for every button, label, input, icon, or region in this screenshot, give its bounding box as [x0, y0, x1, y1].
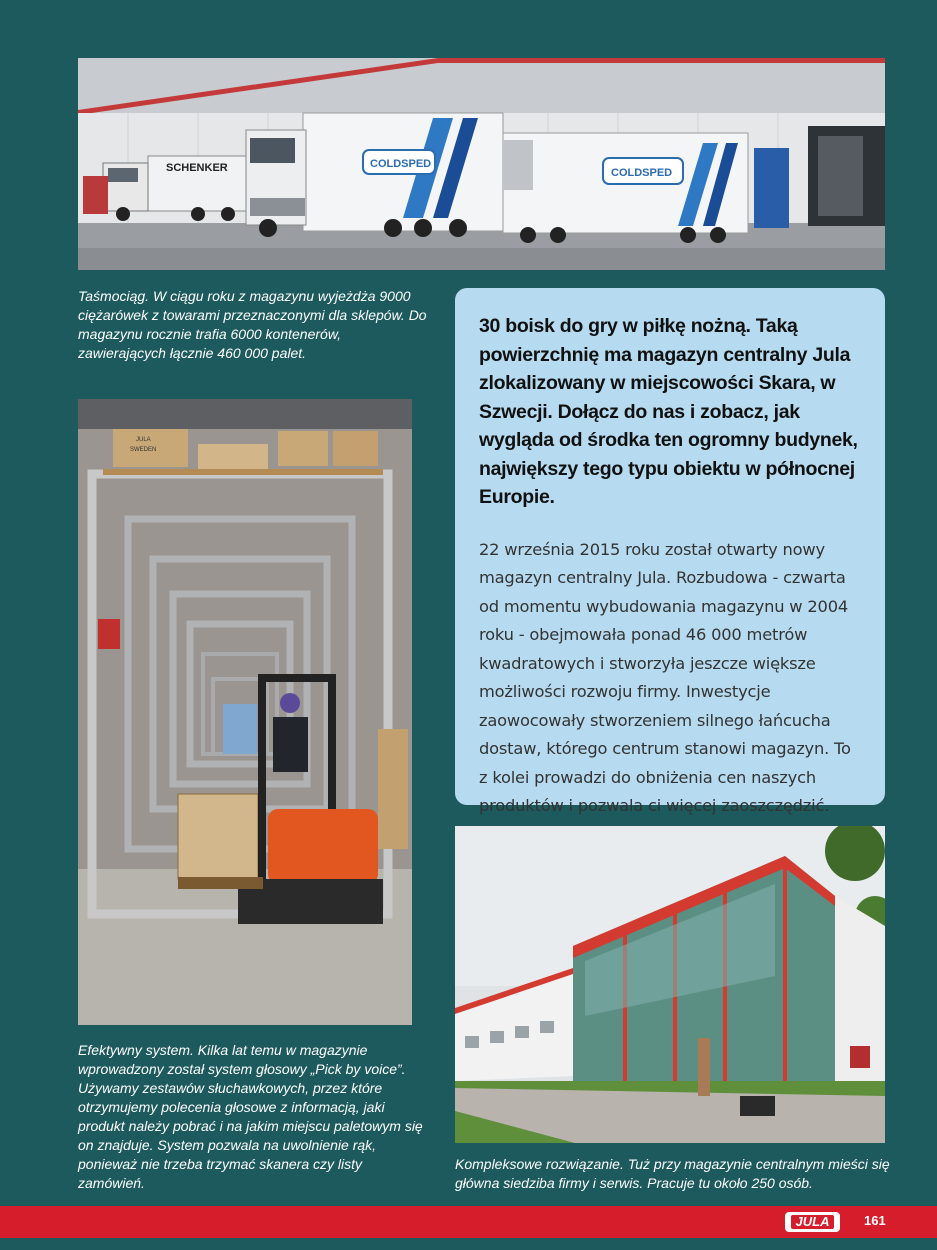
- coldsped-label-2: COLDSPED: [611, 167, 673, 179]
- caption-trucks: Taśmociąg. W ciągu roku z magazynu wyjeżdża 9000 ciężarówek z towarami przeznaczonymi dla sklepów. Do magazynu rocznie trafia 6000 kontenerów, zawierających łącznie 460 000 palet.: [78, 288, 427, 361]
- page-number: 161: [864, 1213, 886, 1228]
- warehouse-photo: [78, 399, 412, 1025]
- info-body: 22 września 2015 roku został otwarty nowy magazyn centralny Jula. Rozbudowa - czwarta od momentu wybudowania magazynu w 2004 roku - obejmowała ponad 46 000 metrów kwadratowych i stworzyła jeszcze większe możliwości rozwoju firmy. Inwestycje zaowocowały stworzeniem silnego łańcucha dostaw, którego centrum stanowi magazyn. To z kolei prowadzi do obniżenia cen naszych produktów i pozwala ci więcej zaoszczędzić.: [479, 539, 851, 815]
- schenker-label: SCHENKER: [166, 162, 228, 174]
- jula-logo: [785, 1212, 840, 1232]
- info-box: [455, 288, 885, 815]
- box-label-sweden: SWEDEN: [130, 447, 157, 453]
- building-photo: [455, 826, 885, 1143]
- caption-warehouse: Efektywny system. Kilka lat temu w magazynie wprowadzony został system głosowy „Pick by voice”. Używamy zestawów słuchawkowych, przez które otrzymujemy polecenia głosowe z informacją, jaki produkt należy pobrać i na jakim miejscu paletowym się on znajduje. System pozwala na uwolnienie rąk, ponieważ nie trzeba trzymać skanera czy listy zamówień.: [78, 1042, 423, 1191]
- info-lead: 30 boisk do gry w piłkę nożną. Taką powierzchnię ma magazyn centralny Jula zlokalizowany w miejscowości Skara, w Szwecji. Dołącz do nas i zobacz, jak wygląda od środka ten ogromny budynek, największy tego typu obiektu w północnej Europie.: [479, 315, 858, 508]
- logo-text: JULA: [791, 1215, 835, 1229]
- trucks-photo: [78, 58, 885, 270]
- coldsped-label-1: COLDSPED: [370, 158, 432, 170]
- caption-building: Kompleksowe rozwiązanie. Tuż przy magazynie centralnym mieści się główna siedziba firmy i serwis. Pracuje tu około 250 osób.: [455, 1156, 890, 1191]
- box-label-jula: JULA: [136, 437, 151, 443]
